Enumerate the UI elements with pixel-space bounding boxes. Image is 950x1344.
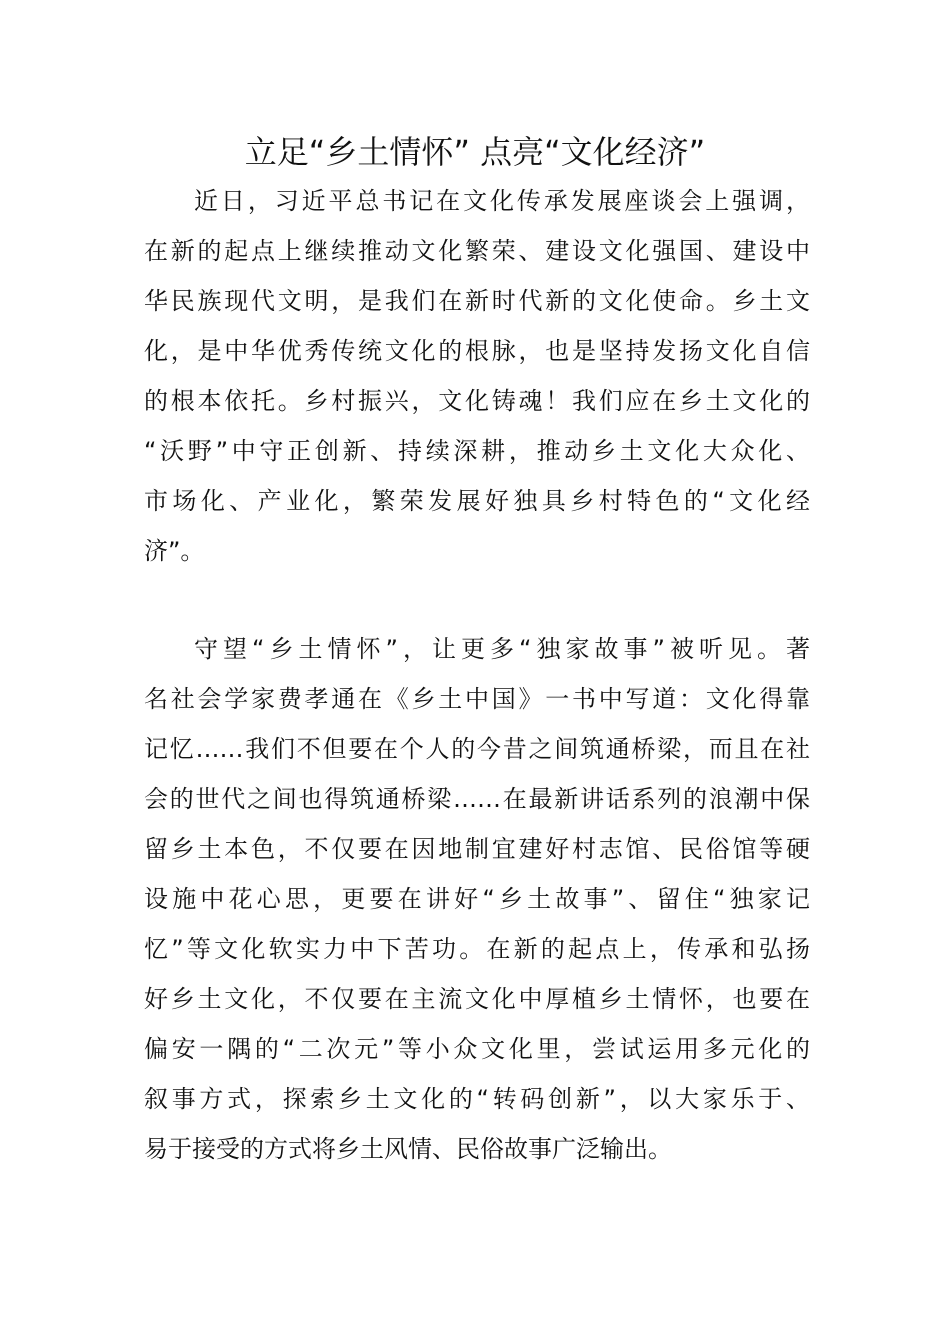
paragraph-line: 易于接受的方式将乡土风情、民俗故事广泛输出。: [144, 1135, 672, 1163]
paragraph-1: [144, 176, 810, 576]
paragraph-line: 会的世代之间也得筑通桥梁……在最新讲话系列的浪潮中保: [144, 785, 810, 813]
paragraph-line: 好乡土文化，不仅要在主流文化中厚植乡土情怀，也要在: [144, 985, 810, 1013]
paragraph-line: 济”。: [144, 537, 205, 565]
paragraph-line: 留乡土本色，不仅要在因地制宜建好村志馆、民俗馆等硬: [144, 835, 810, 863]
paragraph-line: 华民族现代文明，是我们在新时代新的文化使命。乡土文: [144, 287, 810, 315]
paragraph-2: [144, 624, 810, 1174]
paragraph-line: 名社会学家费孝通在《乡土中国》一书中写道：文化得靠: [144, 685, 810, 713]
paragraph-line: 化，是中华优秀传统文化的根脉，也是坚持发扬文化自信: [144, 337, 810, 365]
paragraph-line: 在新的起点上继续推动文化繁荣、建设文化强国、建设中: [144, 237, 810, 265]
paragraph-line: 近日，习近平总书记在文化传承发展座谈会上强调，: [194, 187, 810, 215]
paragraph-line: 偏安一隅的“二次元”等小众文化里，尝试运用多元化的: [144, 1035, 810, 1063]
document-title: 立足“乡土情怀” 点亮“文化经济”: [244, 133, 706, 171]
paragraph-line: 守望“乡土情怀”，让更多“独家故事”被听见。著: [194, 635, 810, 663]
paragraph-line: “沃野”中守正创新、持续深耕，推动乡土文化大众化、: [144, 437, 810, 465]
paragraph-line: 的根本依托。乡村振兴，文化铸魂！我们应在乡土文化的: [144, 387, 810, 415]
paragraph-line: 市场化、产业化，繁荣发展好独具乡村特色的“文化经: [144, 487, 810, 515]
paragraph-line: 记忆……我们不但要在个人的今昔之间筑通桥梁，而且在社: [144, 735, 810, 763]
paragraph-line: 设施中花心思，更要在讲好“乡土故事”、留住“独家记: [144, 885, 810, 913]
paragraph-line: 忆”等文化软实力中下苦功。在新的起点上，传承和弘扬: [144, 935, 810, 963]
paragraph-line: 叙事方式，探索乡土文化的“转码创新”，以大家乐于、: [144, 1085, 810, 1113]
